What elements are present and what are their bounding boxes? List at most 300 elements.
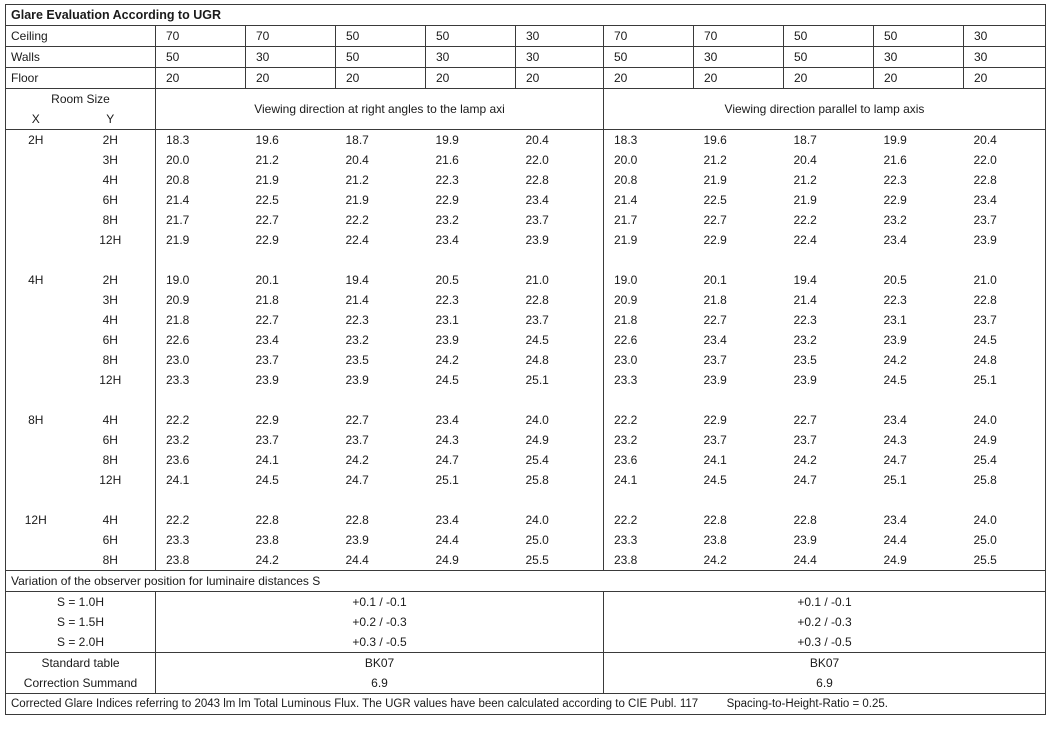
walls-value: 50 xyxy=(156,47,246,68)
ugr-value: 19.9 xyxy=(426,130,516,151)
ugr-value: 22.8 xyxy=(516,170,604,190)
data-row xyxy=(6,550,1046,571)
ugr-value: 24.5 xyxy=(694,470,784,490)
ugr-value: 20.5 xyxy=(874,270,964,290)
ugr-table xyxy=(5,4,1046,715)
data-row xyxy=(6,430,1046,450)
ugr-value: 25.4 xyxy=(964,450,1046,470)
ugr-value: 19.9 xyxy=(874,130,964,151)
data-row xyxy=(6,270,1046,290)
ugr-value: 22.8 xyxy=(246,510,336,530)
ugr-value: 22.6 xyxy=(604,330,694,350)
ugr-value: 22.9 xyxy=(426,190,516,210)
ugr-value: 20.0 xyxy=(604,150,694,170)
ugr-value: 23.3 xyxy=(156,370,246,390)
ugr-value: 23.9 xyxy=(246,370,336,390)
ugr-value: 25.4 xyxy=(516,450,604,470)
ugr-value: 25.5 xyxy=(516,550,604,571)
ugr-value: 21.0 xyxy=(964,270,1046,290)
ugr-value: 25.0 xyxy=(516,530,604,550)
ugr-value: 24.1 xyxy=(156,470,246,490)
ugr-value: 23.0 xyxy=(156,350,246,370)
ugr-value: 23.1 xyxy=(874,310,964,330)
ugr-value: 23.9 xyxy=(426,330,516,350)
ugr-value: 23.2 xyxy=(336,330,426,350)
ugr-value: 24.5 xyxy=(426,370,516,390)
ugr-value: 21.9 xyxy=(694,170,784,190)
ugr-value: 23.9 xyxy=(516,230,604,250)
ugr-value: 23.7 xyxy=(336,430,426,450)
ugr-value: 24.2 xyxy=(246,550,336,571)
ugr-value: 23.7 xyxy=(694,350,784,370)
ugr-value: 23.8 xyxy=(694,530,784,550)
floor-value: 20 xyxy=(246,68,336,89)
ugr-value: 23.4 xyxy=(874,230,964,250)
ugr-value: 22.8 xyxy=(964,170,1046,190)
data-row xyxy=(6,450,1046,470)
room-y-value: 4H xyxy=(66,170,156,190)
room-y-value: 8H xyxy=(66,550,156,571)
ugr-value: 18.7 xyxy=(784,130,874,151)
ugr-value: 20.5 xyxy=(426,270,516,290)
ugr-value: 21.8 xyxy=(694,290,784,310)
ugr-value: 22.7 xyxy=(694,310,784,330)
data-row xyxy=(6,370,1046,390)
footer-spacing-ratio: Spacing-to-Height-Ratio = 0.25. xyxy=(726,698,888,710)
ugr-value: 24.9 xyxy=(516,430,604,450)
ugr-value: 23.7 xyxy=(516,310,604,330)
ugr-value: 25.5 xyxy=(964,550,1046,571)
room-y-value: 4H xyxy=(66,510,156,530)
ugr-value: 24.5 xyxy=(516,330,604,350)
ugr-value: 22.5 xyxy=(694,190,784,210)
ugr-value: 21.2 xyxy=(336,170,426,190)
ugr-value: 24.2 xyxy=(784,450,874,470)
ugr-value: 22.8 xyxy=(964,290,1046,310)
room-y-value: 3H xyxy=(66,150,156,170)
reflectance-label-walls: Walls xyxy=(6,47,156,68)
ugr-value: 21.8 xyxy=(604,310,694,330)
variation-value-perpendicular: +0.3 / -0.5 xyxy=(156,632,604,653)
ugr-value: 21.4 xyxy=(156,190,246,210)
data-row xyxy=(6,190,1046,210)
ugr-value: 18.7 xyxy=(336,130,426,151)
group-header-row xyxy=(6,89,1046,110)
ugr-value: 21.7 xyxy=(156,210,246,230)
room-y-value: 2H xyxy=(66,270,156,290)
ugr-value: 23.6 xyxy=(604,450,694,470)
data-row xyxy=(6,310,1046,330)
ugr-value: 20.9 xyxy=(604,290,694,310)
ugr-value: 21.6 xyxy=(426,150,516,170)
variation-title: Variation of the observer position for luminaire distances S xyxy=(6,571,1046,592)
ugr-value: 23.9 xyxy=(336,370,426,390)
ugr-value: 20.4 xyxy=(784,150,874,170)
data-row xyxy=(6,170,1046,190)
floor-value: 20 xyxy=(516,68,604,89)
ugr-value: 22.4 xyxy=(784,230,874,250)
data-row xyxy=(6,210,1046,230)
ugr-value: 21.2 xyxy=(784,170,874,190)
reflectance-row-walls xyxy=(6,47,1046,68)
ugr-value: 24.0 xyxy=(964,410,1046,430)
ugr-value: 22.7 xyxy=(246,310,336,330)
ugr-value: 23.7 xyxy=(516,210,604,230)
ugr-value: 23.2 xyxy=(426,210,516,230)
variation-row xyxy=(6,612,1046,632)
ugr-value: 24.4 xyxy=(426,530,516,550)
ceiling-value: 70 xyxy=(604,26,694,47)
ugr-value: 23.4 xyxy=(426,510,516,530)
ugr-value: 23.9 xyxy=(694,370,784,390)
ugr-value: 19.4 xyxy=(784,270,874,290)
ugr-value: 20.4 xyxy=(964,130,1046,151)
ugr-value: 24.0 xyxy=(516,510,604,530)
footer-note-text: Corrected Glare Indices referring to 2043 lm lm Total Luminous Flux. The UGR values have been calculated according to CIE Publ. 117 xyxy=(11,698,699,710)
ugr-value: 24.5 xyxy=(964,330,1046,350)
ugr-value: 23.2 xyxy=(604,430,694,450)
data-row xyxy=(6,410,1046,430)
ugr-value: 24.9 xyxy=(426,550,516,571)
ugr-value: 22.2 xyxy=(604,410,694,430)
room-size-x-header: X xyxy=(6,109,66,130)
ugr-value: 23.7 xyxy=(964,310,1046,330)
ugr-value: 23.4 xyxy=(516,190,604,210)
reflectance-label-ceiling: Ceiling xyxy=(6,26,156,47)
ugr-value: 24.8 xyxy=(516,350,604,370)
correction-summand-perpendicular: 6.9 xyxy=(156,673,604,694)
ugr-value: 24.4 xyxy=(784,550,874,571)
room-y-value: 12H xyxy=(66,370,156,390)
ugr-value: 21.9 xyxy=(784,190,874,210)
room-y-value: 12H xyxy=(66,470,156,490)
ugr-value: 21.9 xyxy=(156,230,246,250)
ugr-value: 23.8 xyxy=(156,550,246,571)
variation-value-parallel: +0.2 / -0.3 xyxy=(604,612,1046,632)
ugr-value: 24.7 xyxy=(336,470,426,490)
ugr-value: 21.2 xyxy=(694,150,784,170)
ugr-value: 24.2 xyxy=(426,350,516,370)
ugr-value: 24.2 xyxy=(336,450,426,470)
room-y-value: 6H xyxy=(66,530,156,550)
standard-table-row xyxy=(6,653,1046,674)
walls-value: 30 xyxy=(964,47,1046,68)
ugr-value: 25.0 xyxy=(964,530,1046,550)
ugr-value: 19.6 xyxy=(246,130,336,151)
ugr-value: 25.1 xyxy=(426,470,516,490)
ugr-value: 24.0 xyxy=(964,510,1046,530)
ugr-value: 23.7 xyxy=(964,210,1046,230)
ugr-value: 21.4 xyxy=(336,290,426,310)
room-y-value: 6H xyxy=(66,330,156,350)
ugr-value: 23.2 xyxy=(156,430,246,450)
ugr-value: 22.0 xyxy=(516,150,604,170)
group-header-parallel: Viewing direction parallel to lamp axis xyxy=(604,89,1046,130)
room-y-value: 8H xyxy=(66,350,156,370)
ugr-value: 20.8 xyxy=(156,170,246,190)
ugr-value: 21.4 xyxy=(784,290,874,310)
ugr-value: 19.0 xyxy=(604,270,694,290)
ugr-value: 21.2 xyxy=(246,150,336,170)
ugr-value: 22.2 xyxy=(156,510,246,530)
room-size-header: Room Size xyxy=(6,89,156,110)
ugr-value: 23.5 xyxy=(336,350,426,370)
ugr-value: 19.6 xyxy=(694,130,784,151)
variation-value-perpendicular: +0.1 / -0.1 xyxy=(156,592,604,613)
variation-label: S = 1.5H xyxy=(6,612,156,632)
data-row xyxy=(6,330,1046,350)
ugr-value: 24.2 xyxy=(874,350,964,370)
variation-value-perpendicular: +0.2 / -0.3 xyxy=(156,612,604,632)
data-row xyxy=(6,290,1046,310)
ugr-value: 23.4 xyxy=(426,230,516,250)
ugr-value: 22.7 xyxy=(784,410,874,430)
variation-row xyxy=(6,592,1046,613)
ugr-value: 22.8 xyxy=(516,290,604,310)
footer-note xyxy=(6,694,1046,715)
ugr-value: 23.6 xyxy=(156,450,246,470)
ugr-value: 24.7 xyxy=(426,450,516,470)
title-row xyxy=(6,5,1046,26)
ugr-value: 22.9 xyxy=(874,190,964,210)
walls-value: 30 xyxy=(874,47,964,68)
walls-value: 30 xyxy=(516,47,604,68)
footer-row xyxy=(6,694,1046,715)
walls-value: 50 xyxy=(784,47,874,68)
ugr-value: 22.7 xyxy=(694,210,784,230)
ceiling-value: 50 xyxy=(426,26,516,47)
block-spacer xyxy=(6,390,1046,410)
room-x-value: 12H xyxy=(6,510,66,530)
correction-summand-parallel: 6.9 xyxy=(604,673,1046,694)
ugr-value: 22.5 xyxy=(246,190,336,210)
ugr-value: 22.8 xyxy=(694,510,784,530)
ceiling-value: 50 xyxy=(336,26,426,47)
ugr-value: 21.6 xyxy=(874,150,964,170)
ugr-value: 24.4 xyxy=(874,530,964,550)
correction-summand-row xyxy=(6,673,1046,694)
floor-value: 20 xyxy=(336,68,426,89)
room-x-value: 2H xyxy=(6,130,66,151)
ugr-value: 22.8 xyxy=(336,510,426,530)
ugr-value: 23.8 xyxy=(246,530,336,550)
ceiling-value: 70 xyxy=(156,26,246,47)
ugr-value: 21.7 xyxy=(604,210,694,230)
ugr-value: 24.9 xyxy=(964,430,1046,450)
ugr-value: 23.9 xyxy=(784,530,874,550)
room-y-value: 4H xyxy=(66,310,156,330)
ugr-value: 23.2 xyxy=(784,330,874,350)
ugr-value: 25.1 xyxy=(874,470,964,490)
standard-table-parallel: BK07 xyxy=(604,653,1046,674)
ugr-value: 24.3 xyxy=(426,430,516,450)
ugr-value: 21.8 xyxy=(156,310,246,330)
ugr-value: 23.2 xyxy=(874,210,964,230)
ugr-value: 21.8 xyxy=(246,290,336,310)
ugr-value: 23.4 xyxy=(964,190,1046,210)
ugr-value: 22.9 xyxy=(694,230,784,250)
floor-value: 20 xyxy=(426,68,516,89)
ugr-value: 24.4 xyxy=(336,550,426,571)
ugr-value: 20.4 xyxy=(516,130,604,151)
room-y-value: 8H xyxy=(66,450,156,470)
ugr-value: 22.6 xyxy=(156,330,246,350)
ugr-value: 20.4 xyxy=(336,150,426,170)
ugr-value: 21.0 xyxy=(516,270,604,290)
ugr-value: 25.8 xyxy=(964,470,1046,490)
floor-value: 20 xyxy=(694,68,784,89)
room-y-value: 8H xyxy=(66,210,156,230)
ugr-value: 22.2 xyxy=(156,410,246,430)
ugr-value: 23.4 xyxy=(874,510,964,530)
ugr-value: 24.2 xyxy=(694,550,784,571)
ceiling-value: 50 xyxy=(784,26,874,47)
ugr-value: 23.9 xyxy=(336,530,426,550)
walls-value: 50 xyxy=(604,47,694,68)
ugr-value: 23.4 xyxy=(246,330,336,350)
floor-value: 20 xyxy=(156,68,246,89)
ugr-value: 23.3 xyxy=(156,530,246,550)
ugr-value: 23.1 xyxy=(426,310,516,330)
ugr-value: 24.1 xyxy=(694,450,784,470)
room-y-value: 4H xyxy=(66,410,156,430)
ugr-value: 19.0 xyxy=(156,270,246,290)
ugr-value: 23.7 xyxy=(246,430,336,450)
walls-value: 30 xyxy=(246,47,336,68)
ugr-value: 21.9 xyxy=(604,230,694,250)
variation-value-parallel: +0.1 / -0.1 xyxy=(604,592,1046,613)
reflectance-row-floor xyxy=(6,68,1046,89)
data-row xyxy=(6,130,1046,151)
data-row xyxy=(6,470,1046,490)
data-row xyxy=(6,510,1046,530)
ugr-value: 22.3 xyxy=(336,310,426,330)
ugr-value: 25.1 xyxy=(516,370,604,390)
ugr-value: 23.4 xyxy=(874,410,964,430)
data-row xyxy=(6,530,1046,550)
room-y-value: 3H xyxy=(66,290,156,310)
room-x-value: 4H xyxy=(6,270,66,290)
variation-label: S = 1.0H xyxy=(6,592,156,613)
block-spacer xyxy=(6,490,1046,510)
ugr-value: 22.0 xyxy=(964,150,1046,170)
floor-value: 20 xyxy=(604,68,694,89)
data-row xyxy=(6,150,1046,170)
ugr-value: 23.7 xyxy=(694,430,784,450)
ugr-value: 24.5 xyxy=(874,370,964,390)
ugr-value: 22.3 xyxy=(874,290,964,310)
ugr-value: 24.5 xyxy=(246,470,336,490)
ugr-value: 18.3 xyxy=(156,130,246,151)
room-y-value: 2H xyxy=(66,130,156,151)
variation-value-parallel: +0.3 / -0.5 xyxy=(604,632,1046,653)
room-size-y-header: Y xyxy=(66,109,156,130)
room-y-value: 12H xyxy=(66,230,156,250)
data-row xyxy=(6,230,1046,250)
standard-table-perpendicular: BK07 xyxy=(156,653,604,674)
ugr-value: 20.1 xyxy=(694,270,784,290)
ugr-value: 25.8 xyxy=(516,470,604,490)
ugr-value: 23.3 xyxy=(604,530,694,550)
ugr-value: 24.0 xyxy=(516,410,604,430)
ugr-value: 24.9 xyxy=(874,550,964,571)
ceiling-value: 70 xyxy=(694,26,784,47)
ugr-value: 22.9 xyxy=(694,410,784,430)
ugr-value: 22.9 xyxy=(246,410,336,430)
floor-value: 20 xyxy=(784,68,874,89)
ugr-value: 22.9 xyxy=(246,230,336,250)
group-header-perpendicular: Viewing direction at right angles to the lamp axi xyxy=(156,89,604,130)
floor-value: 20 xyxy=(964,68,1046,89)
ugr-value: 23.0 xyxy=(604,350,694,370)
ugr-value: 22.3 xyxy=(874,170,964,190)
walls-value: 30 xyxy=(694,47,784,68)
ugr-value: 23.7 xyxy=(246,350,336,370)
reflectance-row-ceiling xyxy=(6,26,1046,47)
ugr-value: 24.3 xyxy=(874,430,964,450)
ugr-value: 22.8 xyxy=(784,510,874,530)
ceiling-value: 30 xyxy=(964,26,1046,47)
ugr-value: 18.3 xyxy=(604,130,694,151)
floor-value: 20 xyxy=(874,68,964,89)
ceiling-value: 70 xyxy=(246,26,336,47)
ugr-value: 23.9 xyxy=(784,370,874,390)
room-x-value: 8H xyxy=(6,410,66,430)
ugr-value: 23.4 xyxy=(694,330,784,350)
ugr-value: 24.7 xyxy=(784,470,874,490)
ugr-value: 22.7 xyxy=(246,210,336,230)
ugr-value: 21.9 xyxy=(246,170,336,190)
walls-value: 50 xyxy=(336,47,426,68)
room-y-value: 6H xyxy=(66,430,156,450)
ceiling-value: 30 xyxy=(516,26,604,47)
variation-title-row xyxy=(6,571,1046,592)
ugr-value: 22.3 xyxy=(426,290,516,310)
ugr-value: 22.2 xyxy=(336,210,426,230)
ugr-value: 25.1 xyxy=(964,370,1046,390)
ceiling-value: 50 xyxy=(874,26,964,47)
variation-row xyxy=(6,632,1046,653)
ugr-value: 23.4 xyxy=(426,410,516,430)
standard-table-label: Standard table xyxy=(6,653,156,674)
ugr-value: 22.4 xyxy=(336,230,426,250)
ugr-value: 20.9 xyxy=(156,290,246,310)
ugr-value: 23.3 xyxy=(604,370,694,390)
correction-summand-label: Correction Summand xyxy=(6,673,156,694)
ugr-value: 22.3 xyxy=(784,310,874,330)
ugr-value: 20.8 xyxy=(604,170,694,190)
ugr-value: 20.0 xyxy=(156,150,246,170)
ugr-value: 22.2 xyxy=(784,210,874,230)
ugr-value: 23.7 xyxy=(784,430,874,450)
ugr-value: 23.9 xyxy=(964,230,1046,250)
ugr-value: 19.4 xyxy=(336,270,426,290)
ugr-value: 22.7 xyxy=(336,410,426,430)
ugr-value: 21.4 xyxy=(604,190,694,210)
ugr-value: 23.9 xyxy=(874,330,964,350)
reflectance-label-floor: Floor xyxy=(6,68,156,89)
room-y-value: 6H xyxy=(66,190,156,210)
page-title: Glare Evaluation According to UGR xyxy=(6,5,1046,26)
ugr-value: 22.3 xyxy=(426,170,516,190)
variation-label: S = 2.0H xyxy=(6,632,156,653)
ugr-value: 23.8 xyxy=(604,550,694,571)
ugr-value: 20.1 xyxy=(246,270,336,290)
ugr-value: 24.1 xyxy=(246,450,336,470)
ugr-value: 24.8 xyxy=(964,350,1046,370)
block-spacer xyxy=(6,250,1046,270)
ugr-value: 24.7 xyxy=(874,450,964,470)
